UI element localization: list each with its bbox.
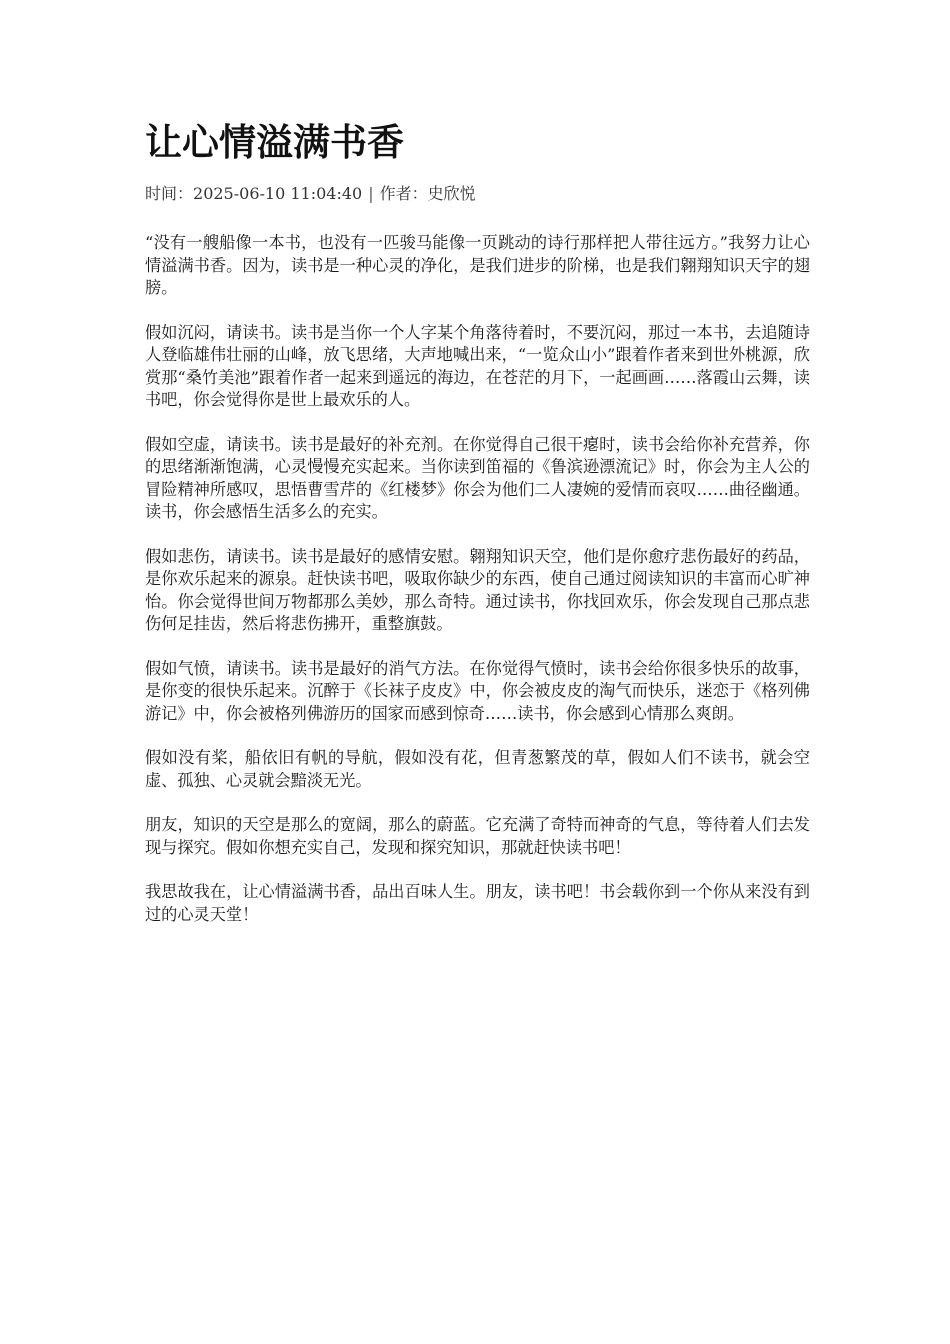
author-name: 史欣悦 [427,184,476,203]
time-label: 时间： [145,184,194,203]
page-title: 让心情溢满书香 [145,120,404,164]
paragraph: 假如没有桨，船依旧有帆的导航，假如没有花，但青葱繁茂的草，假如人们不读书，就会空虚、孤独、心灵就会黯淡无光。 [145,748,810,790]
paragraph: “没有一艘船像一本书，也没有一匹骏马能像一页跳动的诗行那样把人带往远方。”我努力让心情溢满书香。因为，读书是一种心灵的净化，是我们进步的阶梯，也是我们翱翔知识天宇的翅膀。 [145,233,810,297]
paragraph: 我思故我在，让心情溢满书香，品出百味人生。朋友，读书吧！书会载你到一个你从来没有到过的心灵天堂！ [145,882,810,924]
article-meta [145,182,810,206]
publish-time: 2025-06-10 11:04:40 [193,184,363,203]
paragraph: 假如沉闷，请读书。读书是当你一个人字某个角落待着时，不要沉闷，那过一本书，去追随诗人登临雄伟壮丽的山峰，放飞思绪，大声地喊出来，“一览众山小”跟着作者来到世外桃源，欣赏那“桑竹美池”跟着作者一起来到遥远的海边，在苍茫的月下，一起画画……落霞山云舞，读书吧，你会觉得你是世上最欢乐的人。 [145,322,810,409]
author-label: 作者： [379,184,428,203]
article-body [145,232,810,926]
paragraph: 朋友，知识的天空是那么的宽阔，那么的蔚蓝。它充满了奇特而神奇的气息，等待着人们去发现与探究。假如你想充实自己，发现和探究知识，那就赶快读书吧！ [145,815,810,857]
paragraph: 假如气愤，请读书。读书是最好的消气方法。在你觉得气愤时，读书会给你很多快乐的故事，是你变的很快乐起来。沉醉于《长袜子皮皮》中，你会被皮皮的淘气而快乐，迷恋于《格列佛游记》中，你会被格列佛游历的国家而感到惊奇……读书，你会感到心情那么爽朗。 [145,658,810,723]
meta-separator: | [368,184,374,203]
article [145,118,810,948]
paragraph: 假如悲伤，请读书。读书是最好的感情安慰。翱翔知识天空，他们是你愈疗悲伤最好的药品，是你欢乐起来的源泉。赶快读书吧，吸取你缺少的东西，使自己通过阅读知识的丰富而心旷神怡。你会觉得世间万物都那么美妙，那么奇特。通过读书，你找回欢乐，你会发现自己那点悲伤何足挂齿，然后将悲伤拂开，重整旗鼓。 [145,546,810,633]
paragraph: 假如空虚，请读书。读书是最好的补充剂。在你觉得自己很干瘪时，读书会给你补充营养，你的思绪渐渐饱满，心灵慢慢充实起来。当你读到笛福的《鲁滨逊漂流记》时，你会为主人公的冒险精神所感叹，思悟曹雪芹的《红楼梦》你会为他们二人凄婉的爱情而哀叹……曲径幽通。读书，你会感悟生活多么的充实。 [145,434,810,521]
